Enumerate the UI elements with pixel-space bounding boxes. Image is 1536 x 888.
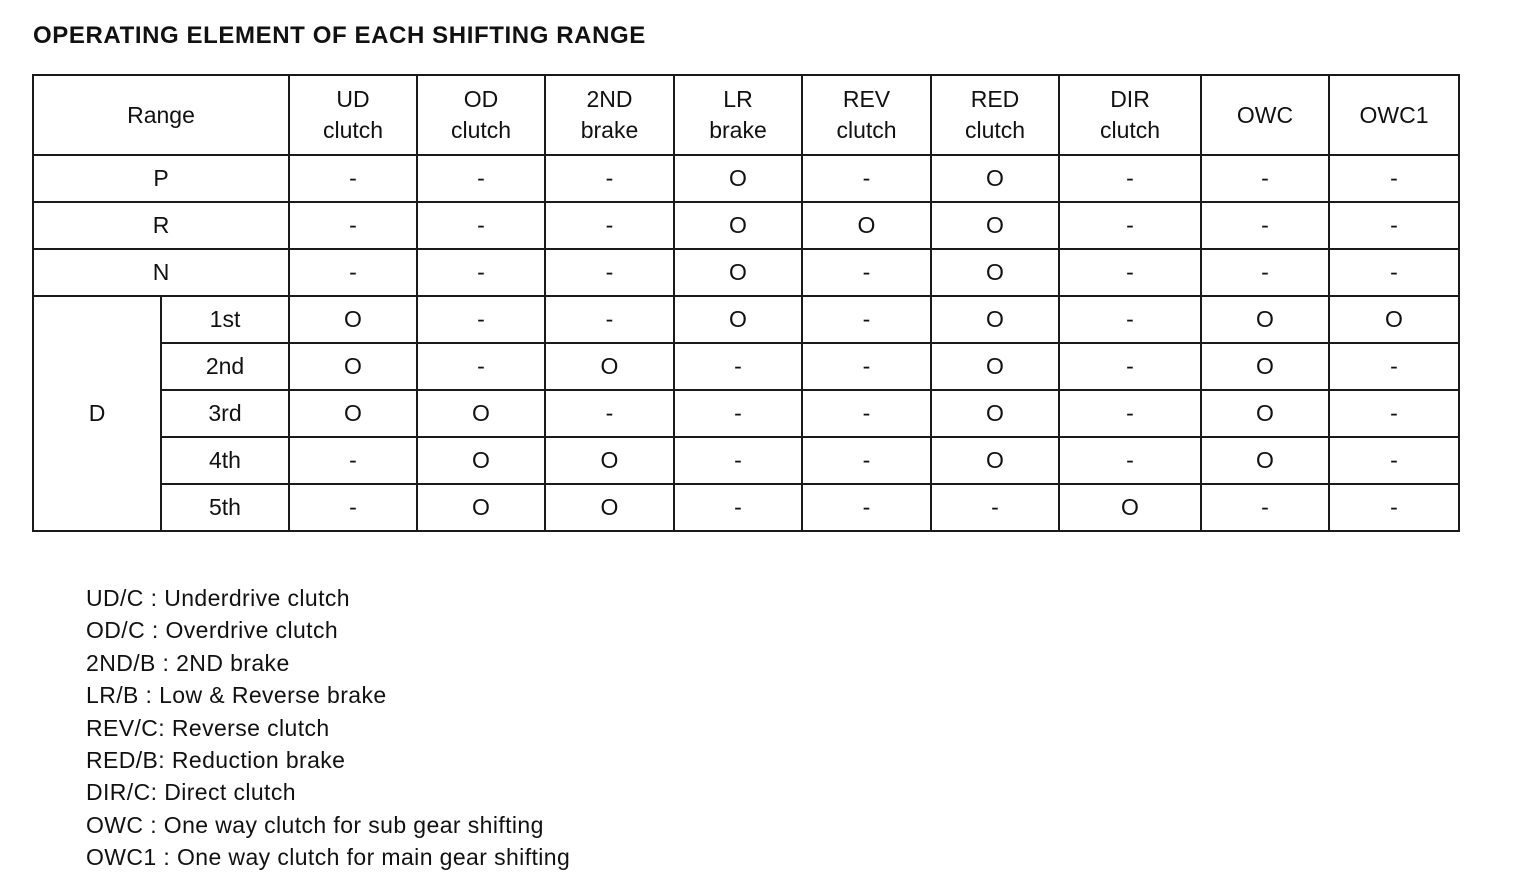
legend-item: REV/C: Reverse clutch: [86, 714, 330, 741]
not-engaged-mark: -: [417, 155, 545, 202]
not-engaged-mark: -: [1059, 202, 1201, 249]
table-row: [33, 484, 1459, 531]
not-engaged-mark: -: [1329, 390, 1459, 437]
engaged-mark: O: [417, 484, 545, 531]
engaged-mark: O: [545, 343, 674, 390]
gear-cell: 2nd: [161, 343, 289, 390]
table-row: [33, 390, 1459, 437]
table-body: [33, 155, 1459, 531]
gear-cell: 4th: [161, 437, 289, 484]
not-engaged-mark: -: [802, 155, 931, 202]
table-row: [33, 437, 1459, 484]
not-engaged-mark: -: [1329, 202, 1459, 249]
not-engaged-mark: -: [545, 155, 674, 202]
table-row: [33, 155, 1459, 202]
not-engaged-mark: -: [1059, 249, 1201, 296]
not-engaged-mark: -: [802, 249, 931, 296]
column-header: DIR clutch: [1059, 75, 1201, 155]
not-engaged-mark: -: [931, 484, 1059, 531]
column-header: REV clutch: [802, 75, 931, 155]
engaged-mark: O: [1329, 296, 1459, 343]
not-engaged-mark: -: [289, 437, 417, 484]
legend-item: RED/B: Reduction brake: [86, 747, 346, 774]
legend-item: 2ND/B : 2ND brake: [86, 649, 290, 676]
not-engaged-mark: -: [417, 343, 545, 390]
engaged-mark: O: [1201, 390, 1329, 437]
engaged-mark: O: [674, 249, 802, 296]
range-cell: N: [33, 249, 289, 296]
engaged-mark: O: [931, 390, 1059, 437]
not-engaged-mark: -: [289, 202, 417, 249]
not-engaged-mark: -: [1059, 343, 1201, 390]
not-engaged-mark: -: [545, 202, 674, 249]
engaged-mark: O: [289, 390, 417, 437]
legend-item: UD/C : Underdrive clutch: [86, 585, 350, 611]
column-header: OWC1: [1329, 75, 1459, 155]
range-cell: P: [33, 155, 289, 202]
not-engaged-mark: -: [1329, 484, 1459, 531]
not-engaged-mark: -: [417, 296, 545, 343]
not-engaged-mark: -: [545, 296, 674, 343]
legend-item: OWC : One way clutch for sub gear shifting: [86, 811, 544, 838]
range-header: Range: [33, 75, 289, 155]
engaged-mark: O: [931, 296, 1059, 343]
legend-item: LR/B : Low & Reverse brake: [86, 682, 387, 709]
not-engaged-mark: -: [1329, 437, 1459, 484]
not-engaged-mark: -: [802, 343, 931, 390]
not-engaged-mark: -: [674, 390, 802, 437]
not-engaged-mark: -: [1201, 202, 1329, 249]
engaged-mark: O: [674, 202, 802, 249]
column-header: OWC: [1201, 75, 1329, 155]
not-engaged-mark: -: [802, 390, 931, 437]
table-row: [33, 249, 1459, 296]
range-cell: R: [33, 202, 289, 249]
table-header-row: [33, 75, 1459, 155]
not-engaged-mark: -: [674, 437, 802, 484]
not-engaged-mark: -: [545, 249, 674, 296]
not-engaged-mark: -: [1329, 343, 1459, 390]
not-engaged-mark: -: [674, 343, 802, 390]
table-row: [33, 343, 1459, 390]
not-engaged-mark: -: [417, 249, 545, 296]
engaged-mark: O: [931, 249, 1059, 296]
engaged-mark: O: [674, 296, 802, 343]
gear-cell: 3rd: [161, 390, 289, 437]
column-header: LR brake: [674, 75, 802, 155]
not-engaged-mark: -: [802, 296, 931, 343]
legend-item: OWC1 : One way clutch for main gear shifting: [86, 844, 571, 871]
gear-cell: 5th: [161, 484, 289, 531]
engaged-mark: O: [802, 202, 931, 249]
engaged-mark: O: [289, 296, 417, 343]
not-engaged-mark: -: [1201, 249, 1329, 296]
not-engaged-mark: -: [802, 484, 931, 531]
engaged-mark: O: [931, 155, 1059, 202]
range-group-cell: D: [33, 296, 161, 531]
not-engaged-mark: -: [289, 484, 417, 531]
column-header: RED clutch: [931, 75, 1059, 155]
not-engaged-mark: -: [417, 202, 545, 249]
not-engaged-mark: -: [289, 249, 417, 296]
shifting-range-table: [32, 74, 1460, 532]
engaged-mark: O: [417, 390, 545, 437]
engaged-mark: O: [1059, 484, 1201, 531]
engaged-mark: O: [417, 437, 545, 484]
not-engaged-mark: -: [1329, 155, 1459, 202]
column-header: OD clutch: [417, 75, 545, 155]
table-row: [33, 202, 1459, 249]
not-engaged-mark: -: [674, 484, 802, 531]
engaged-mark: O: [931, 343, 1059, 390]
engaged-mark: O: [931, 202, 1059, 249]
not-engaged-mark: -: [1329, 249, 1459, 296]
page-title: OPERATING ELEMENT OF EACH SHIFTING RANGE: [33, 22, 646, 49]
table-row: [33, 296, 1459, 343]
engaged-mark: O: [289, 343, 417, 390]
legend-item: OD/C : Overdrive clutch: [86, 617, 339, 644]
gear-cell: 1st: [161, 296, 289, 343]
engaged-mark: O: [674, 155, 802, 202]
engaged-mark: O: [931, 437, 1059, 484]
not-engaged-mark: -: [1059, 296, 1201, 343]
abbreviation-legend: [86, 582, 570, 874]
column-header: 2ND brake: [545, 75, 674, 155]
not-engaged-mark: -: [1059, 390, 1201, 437]
not-engaged-mark: -: [802, 437, 931, 484]
not-engaged-mark: -: [545, 390, 674, 437]
engaged-mark: O: [1201, 343, 1329, 390]
not-engaged-mark: -: [1059, 155, 1201, 202]
not-engaged-mark: -: [1059, 437, 1201, 484]
engaged-mark: O: [1201, 296, 1329, 343]
engaged-mark: O: [545, 484, 674, 531]
legend-item: DIR/C: Direct clutch: [86, 779, 296, 806]
engaged-mark: O: [1201, 437, 1329, 484]
not-engaged-mark: -: [1201, 484, 1329, 531]
not-engaged-mark: -: [1201, 155, 1329, 202]
column-header: UD clutch: [289, 75, 417, 155]
engaged-mark: O: [545, 437, 674, 484]
not-engaged-mark: -: [289, 155, 417, 202]
